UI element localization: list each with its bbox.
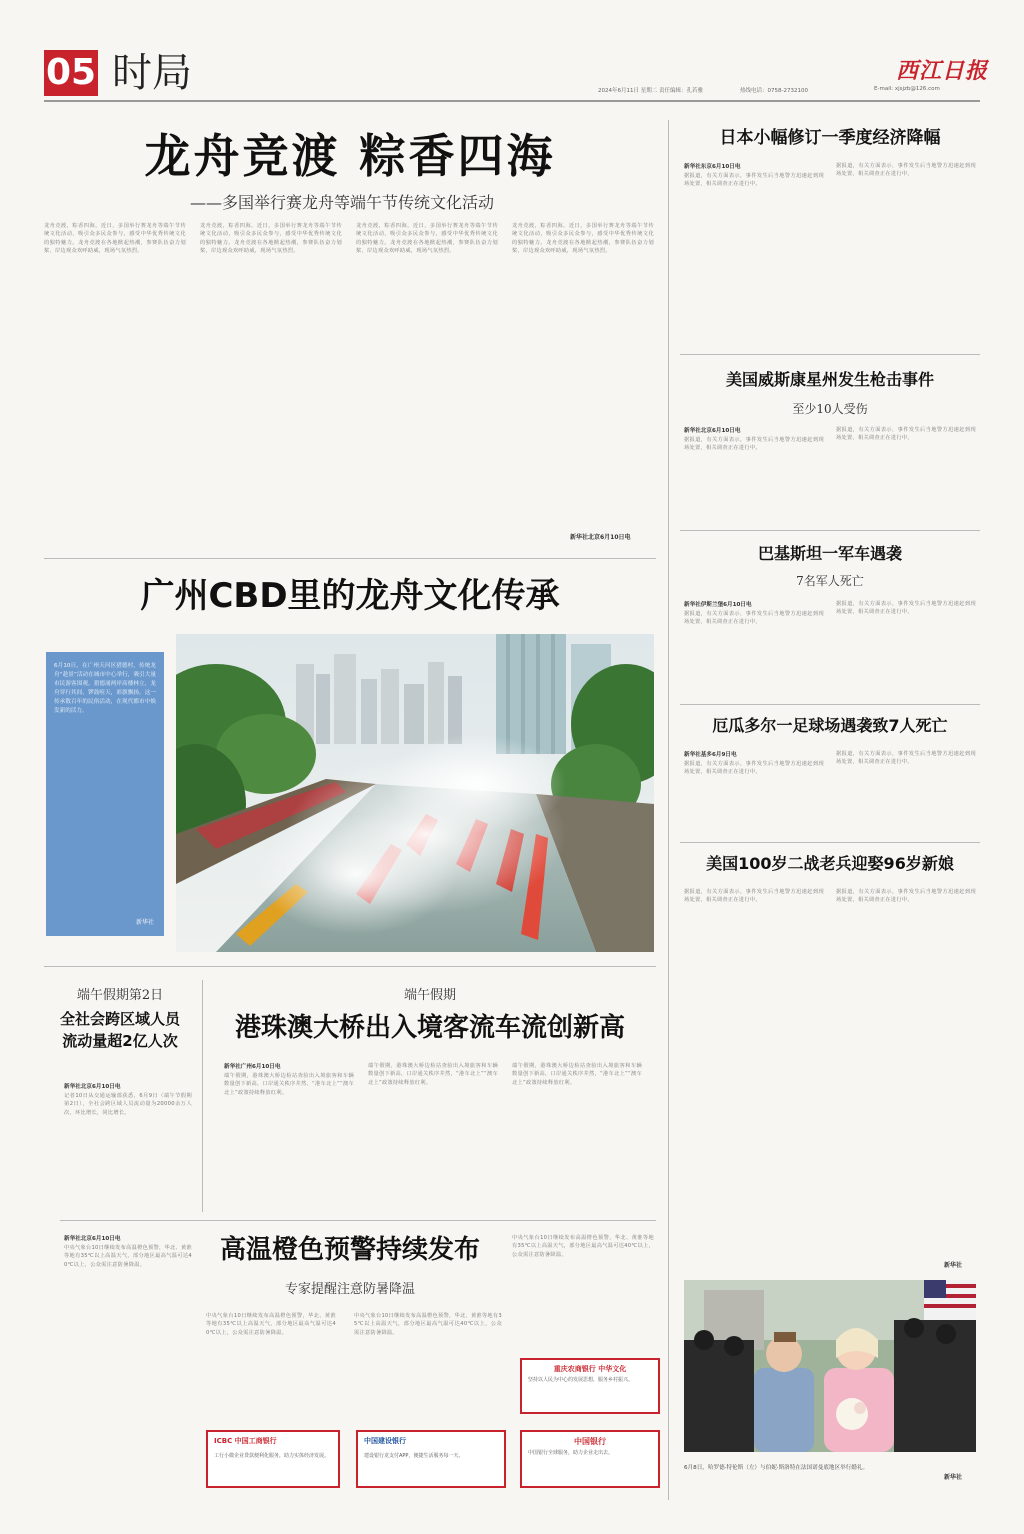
ad-chongqing-bank[interactable] xyxy=(520,1358,660,1414)
heat-col-4 xyxy=(512,1234,654,1344)
bridge-col-1 xyxy=(224,1072,354,1208)
ad-boc[interactable] xyxy=(520,1430,660,1488)
heat-col-1 xyxy=(64,1244,192,1484)
right-story-1-headline: 日本小幅修订一季度经济降幅 xyxy=(719,128,941,148)
right-story-5-col-a xyxy=(684,888,824,1268)
right-story-2-byline: 新华社北京6月10日电 xyxy=(684,428,741,434)
right-story-4-col-b xyxy=(836,750,976,832)
heat-byline: 新华社北京6月10日电 xyxy=(64,1236,121,1242)
lead-text: 龙舟竞渡，粽香四海。近日，多国举行赛龙舟等端午节传统文化活动，吸引众多民众参与，感受中华优秀传统文化的独特魅力。龙舟竞渡在各地掀起热潮，参赛队伍奋力划桨，岸边观众欢呼助威，现场气氛热烈。 xyxy=(512,223,654,255)
cbd-headline: 广州CBD里的龙舟文化传承 xyxy=(140,576,560,616)
ad-text: 工行小微企业贷款便利化服务，助力实体经济发展。 xyxy=(214,1453,330,1459)
right-story-5-headline: 美国100岁二战老兵迎娶96岁新娘 xyxy=(706,854,954,873)
right-text: 据报道，有关方面表示，事件发生后当地警方迅速赶到现场处置，相关调查正在进行中。 xyxy=(684,761,824,776)
divider-holiday xyxy=(202,980,203,1212)
email-line: E-mail: xjsjzb@126.com xyxy=(874,86,940,92)
cbd-sidebar-credit: 新华社 xyxy=(135,919,154,926)
holiday-text: 记者10日从交通运输部获悉，6月9日（端午节假期第2日），全社会跨区域人员流动量为20000余万人次，环比增长，同比增长。 xyxy=(64,1093,192,1116)
divider-bridge xyxy=(60,1220,656,1221)
heat-headline: 高温橙色预警持续发布 xyxy=(219,1235,480,1265)
holiday-body xyxy=(64,1092,192,1210)
date-line: 2024年6月11日 星期二 责任编辑：孔若雅 xyxy=(598,88,703,94)
right-text: 据报道，有关方面表示，事件发生后当地警方迅速赶到现场处置，相关调查正在进行中。 xyxy=(836,163,976,178)
right-story-1-col-b xyxy=(836,162,976,342)
bridge-text: 端午假期，港珠澳大桥边检站查验出入境旅客和车辆数量创下新高，口岸通关秩序井然，“港车北上”“澳车北上”政策持续释放红利。 xyxy=(224,1073,354,1096)
right-text: 据报道，有关方面表示，事件发生后当地警方迅速赶到现场处置，相关调查正在进行中。 xyxy=(836,427,976,442)
ad-icbc[interactable] xyxy=(206,1430,340,1488)
heat-text: 中央气象台10日继续发布高温橙色预警，华北、黄淮等地有35℃以上高温天气，部分地区最高气温可达40℃以上，公众需注意防暑降温。 xyxy=(354,1313,502,1336)
right-text: 据报道，有关方面表示，事件发生后当地警方迅速赶到现场处置，相关调查正在进行中。 xyxy=(684,889,824,904)
heat-col-3 xyxy=(354,1312,502,1422)
newspaper-logo: 西江日报 xyxy=(896,58,989,84)
right-divider-1 xyxy=(680,354,980,355)
heat-col-2 xyxy=(206,1312,336,1422)
heat-text: 中央气象台10日继续发布高温橙色预警，华北、黄淮等地有35℃以上高温天气，部分地区最高气温可达40℃以上，公众需注意防暑降温。 xyxy=(512,1235,654,1258)
right-divider-3 xyxy=(680,704,980,705)
ad-ccb[interactable] xyxy=(356,1430,506,1488)
cbd-sidebar xyxy=(46,652,164,936)
right-story-3-col-b xyxy=(836,600,976,694)
right-story-4-col-a xyxy=(684,760,824,832)
lead-byline: 新华社北京6月10日电 xyxy=(570,534,631,541)
divider-cbd xyxy=(44,966,656,967)
cbd-sidebar-text: 6月10日，在广州天河区猎德村，传统龙舟“趁景”活动在城市中心举行，吸引大量市民游客围观。猎德涌两岸高楼林立，龙舟穿行其间，锣鼓喧天，彩旗飘扬。这一传承数百年的民俗活动，在现代都市中焕发新的活力。 xyxy=(54,663,156,714)
lead-col-3 xyxy=(356,222,498,542)
page-number-badge: 05 xyxy=(44,50,98,96)
wedding-photo-caption: 6月8日，哈罗德·特伦斯（左）与伯妮·斯洛特在法国诺曼底地区举行婚礼。 xyxy=(684,1465,869,1471)
right-story-1-col-a xyxy=(684,172,824,342)
masthead-rule xyxy=(44,100,980,102)
heat-text: 中央气象台10日继续发布高温橙色预警，华北、黄淮等地有35℃以上高温天气，部分地区最高气温可达40℃以上，公众需注意防暑降温。 xyxy=(64,1245,192,1268)
right-story-4-headline: 厄瓜多尔一足球场遇袭致7人死亡 xyxy=(712,716,948,735)
right-story-5-byline: 新华社 xyxy=(944,1262,963,1269)
right-story-2-col-b xyxy=(836,426,976,520)
ad-text: 坚持以人民为中心的发展思想，服务乡村振兴。 xyxy=(528,1377,634,1383)
ad-title: ICBC 中国工商银行 xyxy=(214,1437,277,1445)
right-text: 据报道，有关方面表示，事件发生后当地警方迅速赶到现场处置，相关调查正在进行中。 xyxy=(836,889,976,904)
bridge-byline: 新华社广州6月10日电 xyxy=(224,1064,281,1070)
lead-text: 龙舟竞渡，粽香四海。近日，多国举行赛龙舟等端午节传统文化活动，吸引众多民众参与，感受中华优秀传统文化的独特魅力。龙舟竞渡在各地掀起热潮，参赛队伍奋力划桨，岸边观众欢呼助威，现场气氛热烈。 xyxy=(356,223,498,255)
heat-text: 中央气象台10日继续发布高温橙色预警，华北、黄淮等地有35℃以上高温天气，部分地区最高气温可达40℃以上，公众需注意防暑降温。 xyxy=(206,1313,336,1336)
right-story-4-byline: 新华社基多6月9日电 xyxy=(684,752,737,758)
right-story-3-col-a xyxy=(684,610,824,694)
right-divider-2 xyxy=(680,530,980,531)
ad-title: 中国建设银行 xyxy=(364,1437,406,1445)
right-story-5-col-b xyxy=(836,888,976,1258)
ad-title: 重庆农商银行 中华文化 xyxy=(553,1365,627,1373)
holiday-kicker: 端午假期第2日 xyxy=(76,988,164,1003)
lead-subtitle: ——多国举行赛龙舟等端午节传统文化活动 xyxy=(190,193,495,212)
right-story-3-subtitle: 7名军人死亡 xyxy=(796,574,864,588)
heat-subtitle: 专家提醒注意防暑降温 xyxy=(284,1282,415,1297)
wedding-photo xyxy=(684,1280,976,1452)
right-text: 据报道，有关方面表示，事件发生后当地警方迅速赶到现场处置，相关调查正在进行中。 xyxy=(684,611,824,626)
bridge-col-2 xyxy=(368,1062,498,1208)
bridge-headline: 港珠澳大桥出入境客流车流创新高 xyxy=(234,1013,625,1043)
holiday-byline: 新华社北京6月10日电 xyxy=(64,1084,121,1090)
bridge-text: 端午假期，港珠澳大桥边检站查验出入境旅客和车辆数量创下新高，口岸通关秩序井然，“港车北上”“澳车北上”政策持续释放红利。 xyxy=(512,1063,642,1086)
lead-col-4 xyxy=(512,222,654,527)
bridge-text: 端午假期，港珠澳大桥边检站查验出入境旅客和车辆数量创下新高，口岸通关秩序井然，“港车北上”“澳车北上”政策持续释放红利。 xyxy=(368,1063,498,1086)
lead-headline: 龙舟竞渡 粽香四海 xyxy=(144,129,556,183)
ad-title: 中国银行 xyxy=(574,1437,606,1446)
right-story-2-col-a xyxy=(684,436,824,520)
right-story-3-headline: 巴基斯坦一军车遇袭 xyxy=(757,544,902,563)
ad-text: 中国银行全球服务，助力企业走出去。 xyxy=(528,1450,614,1456)
right-text: 据报道，有关方面表示，事件发生后当地警方迅速赶到现场处置，相关调查正在进行中。 xyxy=(836,601,976,616)
bridge-col-3 xyxy=(512,1062,642,1208)
divider-lead xyxy=(44,558,656,559)
bridge-kicker: 端午假期 xyxy=(403,988,456,1003)
wedding-photo-credit: 新华社 xyxy=(944,1474,963,1481)
right-text: 据报道，有关方面表示，事件发生后当地警方迅速赶到现场处置，相关调查正在进行中。 xyxy=(684,173,824,188)
right-text: 据报道，有关方面表示，事件发生后当地警方迅速赶到现场处置，相关调查正在进行中。 xyxy=(836,751,976,766)
lead-col-1 xyxy=(44,222,186,542)
lead-text: 龙舟竞渡，粽香四海。近日，多国举行赛龙舟等端午节传统文化活动，吸引众多民众参与，感受中华优秀传统文化的独特魅力。龙舟竞渡在各地掀起热潮，参赛队伍奋力划桨，岸边观众欢呼助威，现场气氛热烈。 xyxy=(200,223,342,255)
lead-text: 龙舟竞渡，粽香四海。近日，多国举行赛龙舟等端午节传统文化活动，吸引众多民众参与，感受中华优秀传统文化的独特魅力。龙舟竞渡在各地掀起热潮，参赛队伍奋力划桨，岸边观众欢呼助威，现场气氛热烈。 xyxy=(44,223,186,255)
right-story-3-byline: 新华社伊斯兰堡6月10日电 xyxy=(684,602,752,608)
dragon-boat-photo xyxy=(176,634,654,952)
right-story-1-byline: 新华社东京6月10日电 xyxy=(684,164,741,170)
divider-vertical-right xyxy=(668,120,669,1500)
section-title: 时局 xyxy=(112,50,192,96)
phone-line: 热线电话：0758-2732100 xyxy=(740,88,808,94)
right-story-2-subtitle: 至少10人受伤 xyxy=(792,402,868,416)
holiday-headline: 全社会跨区域人员流动量超2亿人次 xyxy=(59,1010,180,1050)
right-divider-4 xyxy=(680,842,980,843)
right-text: 据报道，有关方面表示，事件发生后当地警方迅速赶到现场处置，相关调查正在进行中。 xyxy=(684,437,824,452)
ad-text: 建设银行龙支付APP，便捷生活服务每一天。 xyxy=(364,1453,464,1459)
right-story-2-headline: 美国威斯康星州发生枪击事件 xyxy=(725,370,934,389)
lead-col-2 xyxy=(200,222,342,542)
